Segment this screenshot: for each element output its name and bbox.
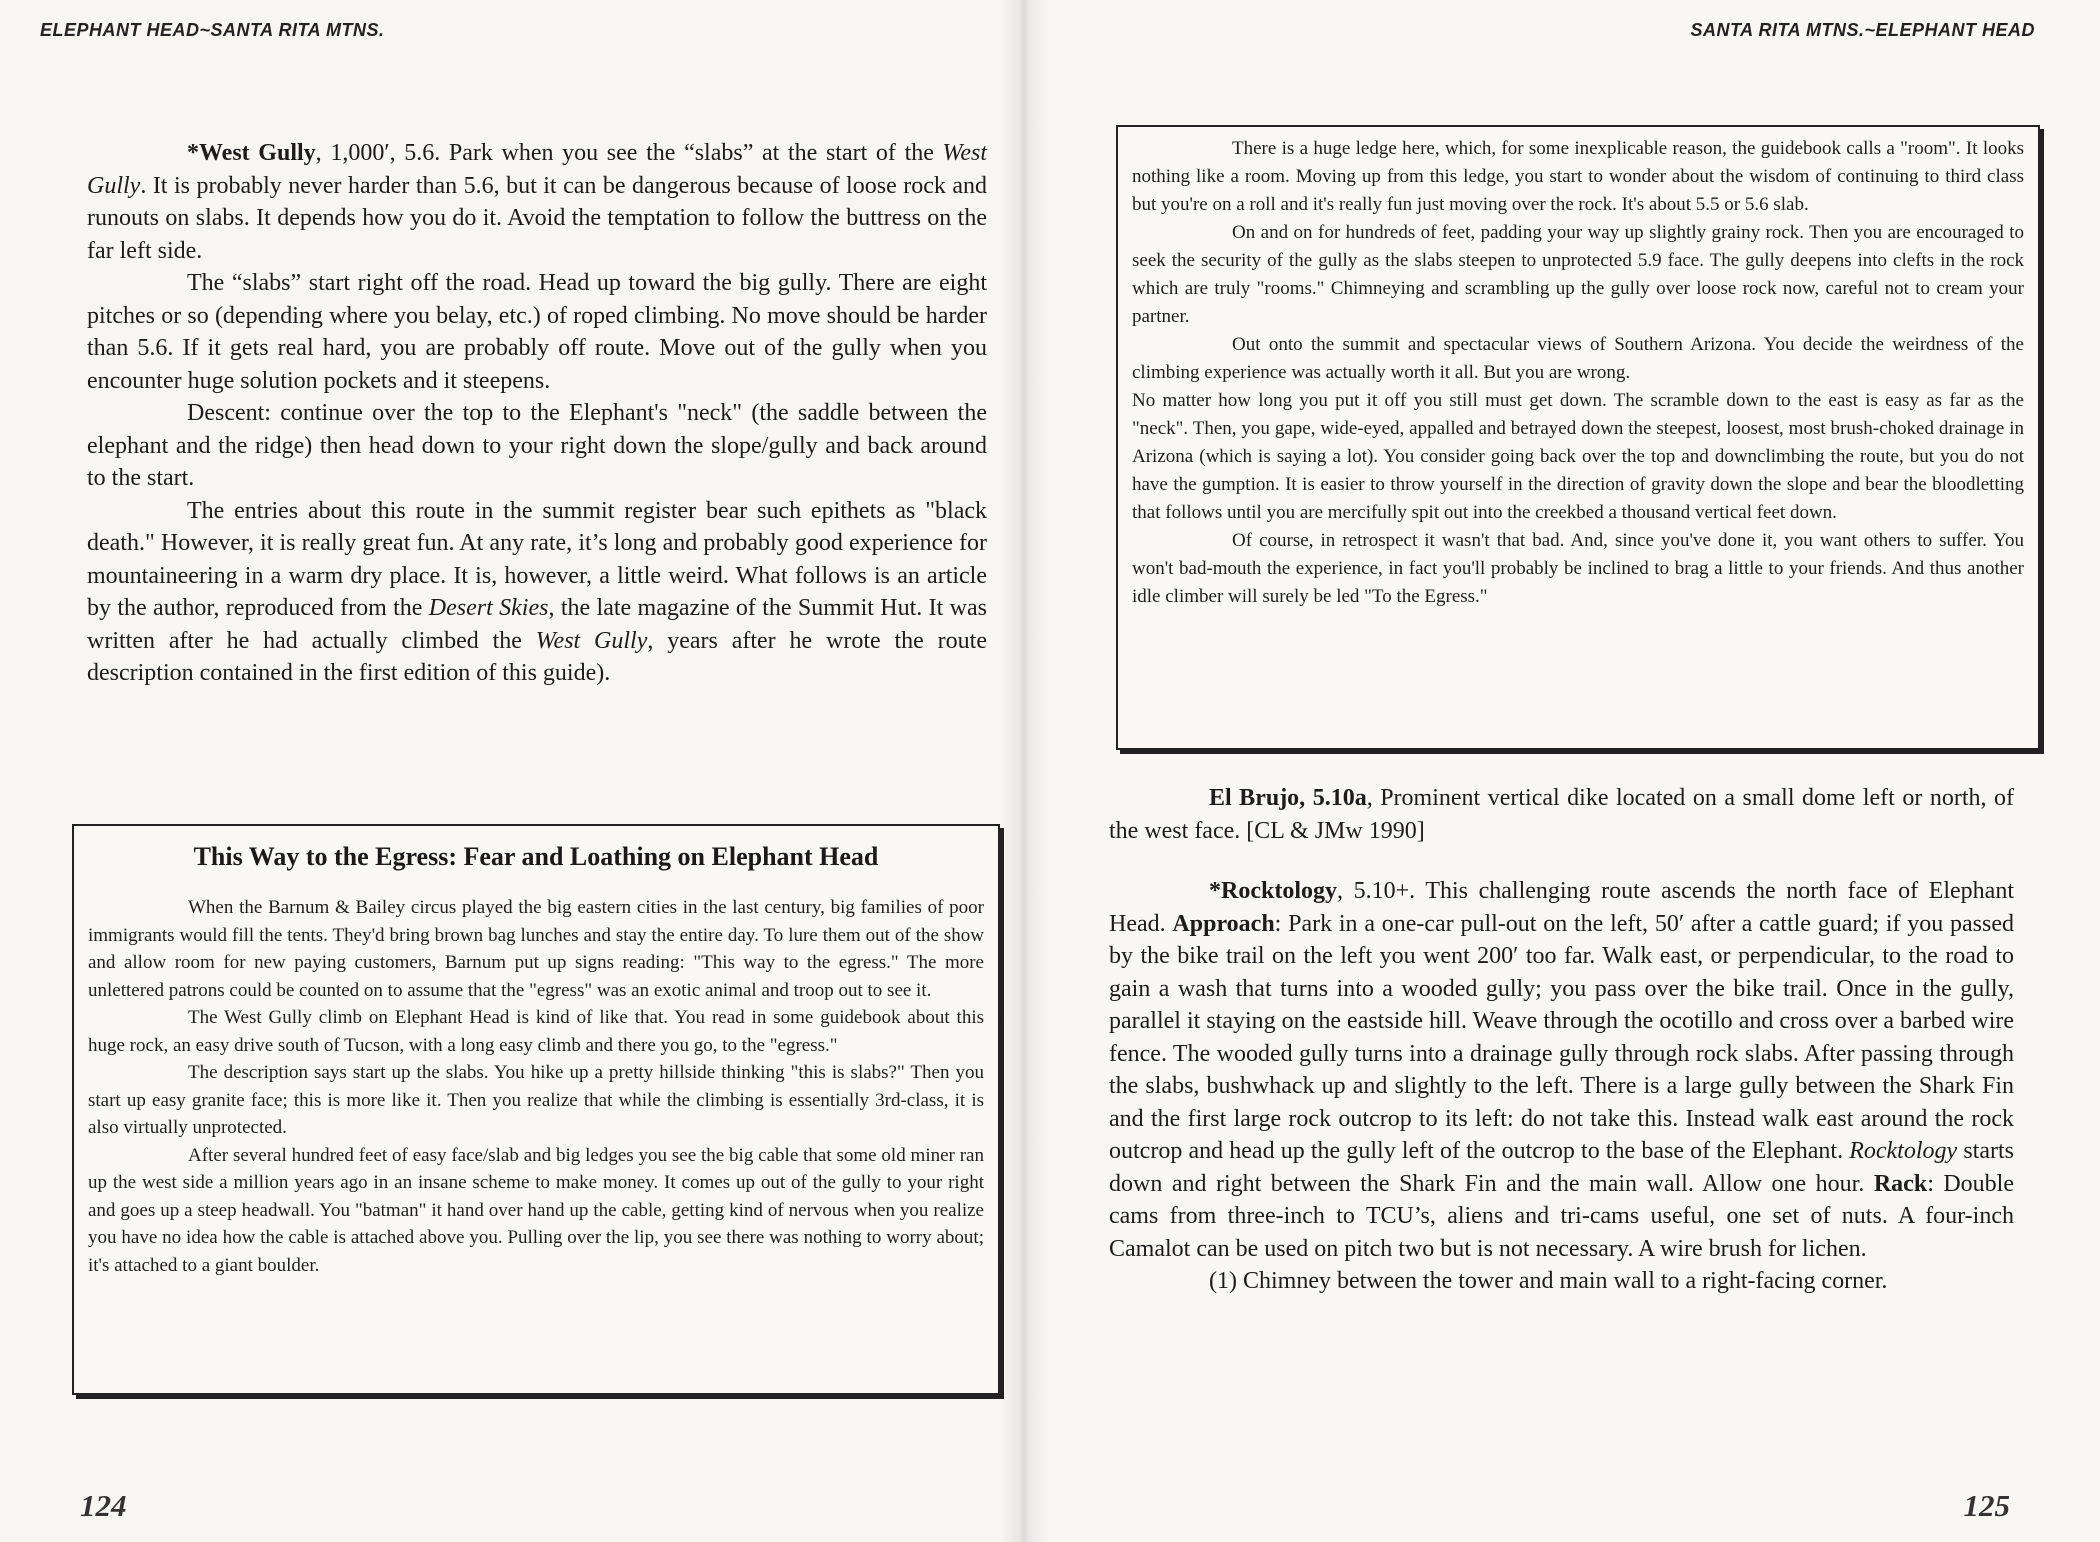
article-paragraph: No matter how long you put it off you still must get down. The scramble down to the east is easy as far as the "neck". Then, you gape, wide-eyed, appalled and betrayed down the steepest, loosest, most brush-choked drainage in Arizona (which is saying a lot). You consider going back over the top and downclimbing the route, but you do not have the gumption. It is easier to throw yourself in the direction of gravity down the slope and bear the bloodletting that follows until you are mercifully spit out into the creekbed a thousand vertical feet down. [1132, 390, 2024, 523]
running-head-left: ELEPHANT HEAD~SANTA RITA MTNS. [40, 20, 385, 40]
paragraph-entries: The entries about this route in the summit register bear such epithets as "black death." However, it is really great fun. At any rate, it’s long and probably good experience for mountaineering in a warm dry place. It is, however, a little weird. What follows is an article by the author, reproduced from the Desert Skies, the late magazine of the Summit Hut. It was written after he had actually climbed the West Gully, years after he wrote the route description contained in the first edition of this guide). [87, 497, 987, 686]
running-head-right: SANTA RITA MTNS.~ELEPHANT HEAD [1690, 20, 2035, 40]
article-paragraph: There is a huge ledge here, which, for some inexplicable reason, the guidebook calls a "room". It looks nothing like a room. Moving up from this ledge, you start to wonder about the wisdom of continuing to third class but you're on a roll and it's really fun just moving over the rock. It's about 5.5 or 5.6 slab. [1132, 138, 2024, 215]
article-paragraph: After several hundred feet of easy face/slab and big ledges you see the big cable that some old miner ran up the west side a million years ago in an insane scheme to make money. It comes up out of the gully to your right and goes up a steep headwall. You "batman" it hand over hand up the cable, getting kind of nervous when you realize you have no idea how the cable is attached above you. Pulling over the lip, you see there was nothing to worry about; it's attached to a giant boulder. [88, 1144, 984, 1276]
article-text [88, 894, 984, 1279]
route-title-el-brujo: El Brujo, 5.10a [1209, 785, 1367, 811]
west-gully-section [87, 137, 987, 690]
rocktology-entry: *Rocktology, 5.10+. This challenging route ascends the north face of Elephant Head. Approach: Park in a one-car pull-out on the left, 50′ after a cattle guard; if you passed by the bike trail on the left you went 200′ too far. Walk east, or perpendicular, to the road to gain a wash that turns into a wooded gully; you pass over the bike trail. Once in the gully, parallel it staying on the eastside hill. Weave through the ocotillo and cross over a barbed wire fence. The wooded gully turns into a drainage gully through rock slabs. After passing through the slabs, bushwhack up and slightly to the left. There is a large gully between the Shark Fin and the first large rock outcrop to its left: do not take this. Instead walk east around the rock outcrop and head up the gully left of the outcrop to the base of the Elephant. Rocktology starts down and right between the Shark Fin and the main wall. Allow one hour. Rack: Double cams from three-inch to TCU’s, aliens and tri-cams useful, one set of nuts. A four-inch Camalot can be used on pitch two but is not necessary. A wire brush for lichen. [1109, 878, 2015, 1262]
egress-article-continued-box [1116, 125, 2040, 750]
page-number-right: 125 [1963, 1488, 2010, 1523]
egress-article-box [72, 824, 1000, 1395]
west-gully-intro: *West Gully, 1,000′, 5.6. Park when you see the “slabs” at the start of the West Gully. It is probably never harder than 5.6, but it can be dangerous because of loose rock and runouts on slabs. It depends how you do it. Avoid the temptation to follow the buttress on the far left side. [87, 140, 987, 264]
book-gutter [1000, 0, 1048, 1542]
route-title-rocktology: *Rocktology [1209, 878, 1337, 904]
pitch-one: (1) Chimney between the tower and main wall to a right-facing corner. [1209, 1268, 1888, 1294]
route-title-west-gully: *West Gully [187, 140, 316, 166]
paragraph-descent: Descent: continue over the top to the Elephant's "neck" (the saddle between the elephant and the ridge) then head down to your right down the slope/gully and back around to the start. [87, 400, 987, 491]
page-number-left: 124 [80, 1488, 127, 1523]
right-page [1022, 0, 2100, 1542]
left-page [0, 0, 1022, 1542]
approach-label: Approach [1172, 910, 1275, 937]
article-continued-text [1132, 135, 2024, 611]
route-descriptions [1109, 782, 2014, 1298]
article-paragraph: The West Gully climb on Elephant Head is kind of like that. You read in some guidebook about this huge rock, an easy drive south of Tucson, with a long easy climb and there you go, to the "egress." [88, 1007, 984, 1056]
article-title: This Way to the Egress: Fear and Loathing on Elephant Head [193, 842, 879, 871]
article-paragraph: On and on for hundreds of feet, padding your way up slightly grainy rock. Then you are encouraged to seek the security of the gully as the slabs steepen to unprotected 5.9 face. The gully deepens into clefts in the rock which are truly "rooms." Chimneying and scrambling up the gully over loose rock now, careful not to cream your partner. [1132, 222, 2024, 327]
article-paragraph: When the Barnum & Bailey circus played the big eastern cities in the last century, big families of poor immigrants would fill the tents. They'd bring brown bag lunches and stay the entire day. To lure them out of the show and allow room for new paying customers, Barnum put up signs reading: "This way to the egress." The more unlettered patrons could be counted on to assume that the "egress" was an exotic animal and troop out to see it. [88, 897, 984, 1001]
article-paragraph: Of course, in retrospect it wasn't that bad. And, since you've done it, you want others to suffer. You won't bad-mouth the experience, in fact you'll probably be inclined to brag a little to your friends. And thus another idle climber will surely be led "To the Egress." [1132, 530, 2024, 607]
article-paragraph: Out onto the summit and spectacular views of Southern Arizona. You decide the weirdness of the climbing experience was actually worth it all. But you are wrong. [1132, 334, 2024, 383]
el-brujo-entry: El Brujo, 5.10a, Prominent vertical dike located on a small dome left or north, of the west face. [CL & JMw 1990] [1109, 785, 2014, 844]
rack-label: Rack [1873, 1170, 1928, 1197]
paragraph-slabs: The “slabs” start right off the road. Head up toward the big gully. There are eight pitches or so (depending where you belay, etc.) of roped climbing. No move should be harder than 5.6. If it gets real hard, you are probably off route. Move out of the gully when you encounter huge solution pockets and it steepens. [87, 270, 987, 394]
article-paragraph: The description says start up the slabs. You hike up a pretty hillside thinking "this is slabs?" Then you start up easy granite face; this is more like it. Then you realize that while the climbing is essentially 3rd-class, it is also virtually unprotected. [88, 1062, 984, 1138]
